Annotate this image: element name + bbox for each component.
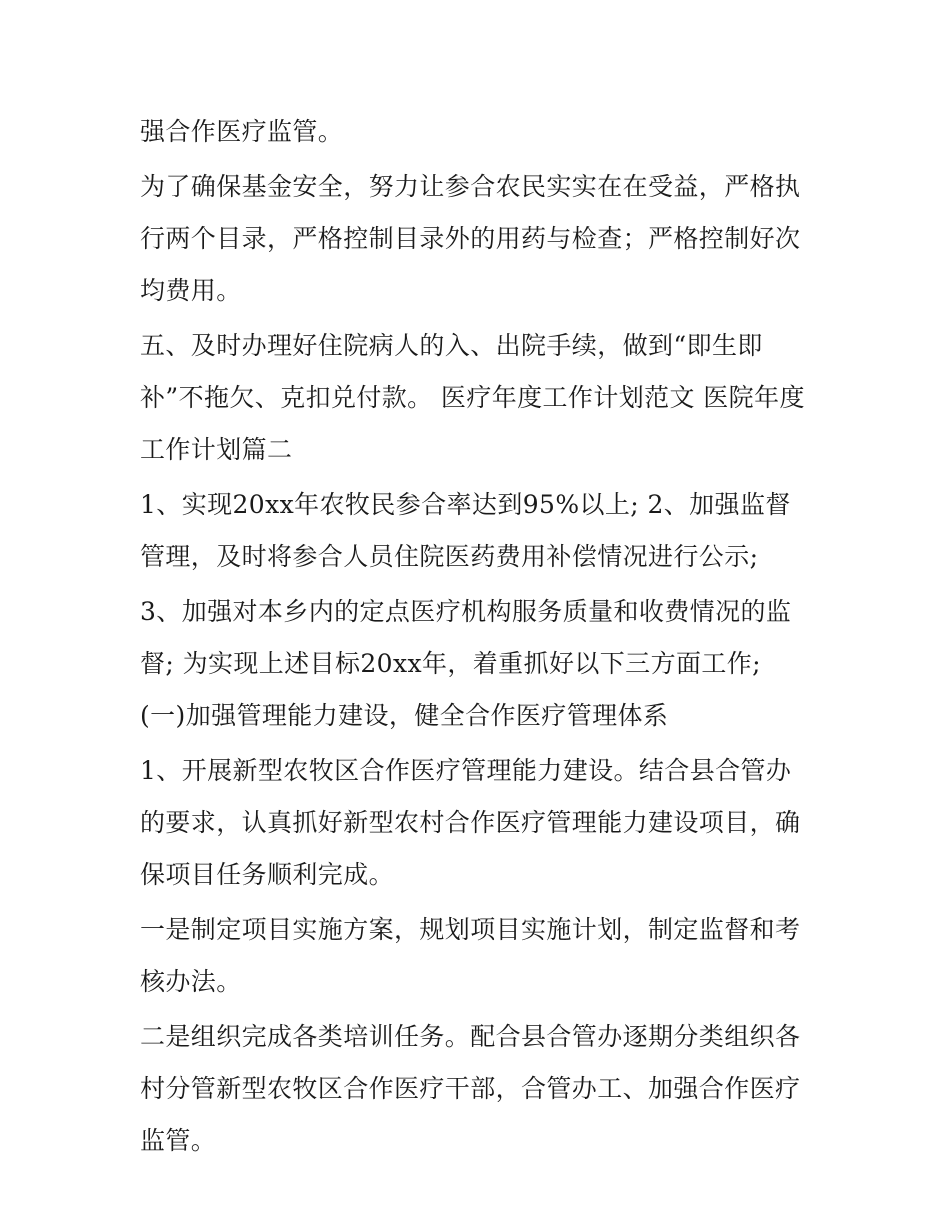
- paragraph: 1、实现20xx年农牧民参合率达到95%以上; 2、加强监督管理，及时将参合人员住院医药费用补偿情况进行公示;: [140, 490, 791, 571]
- paragraph: 五、及时办理好住院病人的入、出院手续，做到“即生即补”不拖欠、克扣兑付款。 医疗年度工作计划范文 医院年度工作计划篇二: [140, 331, 805, 464]
- paragraph: 1、开展新型农牧区合作医疗管理能力建设。结合县合管办的要求，认真抓好新型农村合作医疗管理能力建设项目，确保项目任务顺利完成。: [140, 756, 801, 889]
- paragraph: 为了确保基金安全，努力让参合农民实实在在受益，严格执行两个目录，严格控制目录外的用药与检查；严格控制好次均费用。: [140, 172, 801, 305]
- paragraph: 3、加强对本乡内的定点医疗机构服务质量和收费情况的监督; 为实现上述目标20xx年，着重抓好以下三方面工作; (一)加强管理能力建设，健全合作医疗管理体系: [140, 597, 792, 730]
- paragraph: 二是组织完成各类培训任务。配合县合管办逐期分类组织各村分管新型农牧区合作医疗干部，合管办工、加强合作医疗监管。: [140, 1022, 801, 1155]
- paragraph: 强合作医疗监管。: [140, 117, 344, 146]
- document-body: [140, 106, 815, 1170]
- paragraph: 一是制定项目实施方案，规划项目实施计划，制定监督和考核办法。: [140, 915, 801, 996]
